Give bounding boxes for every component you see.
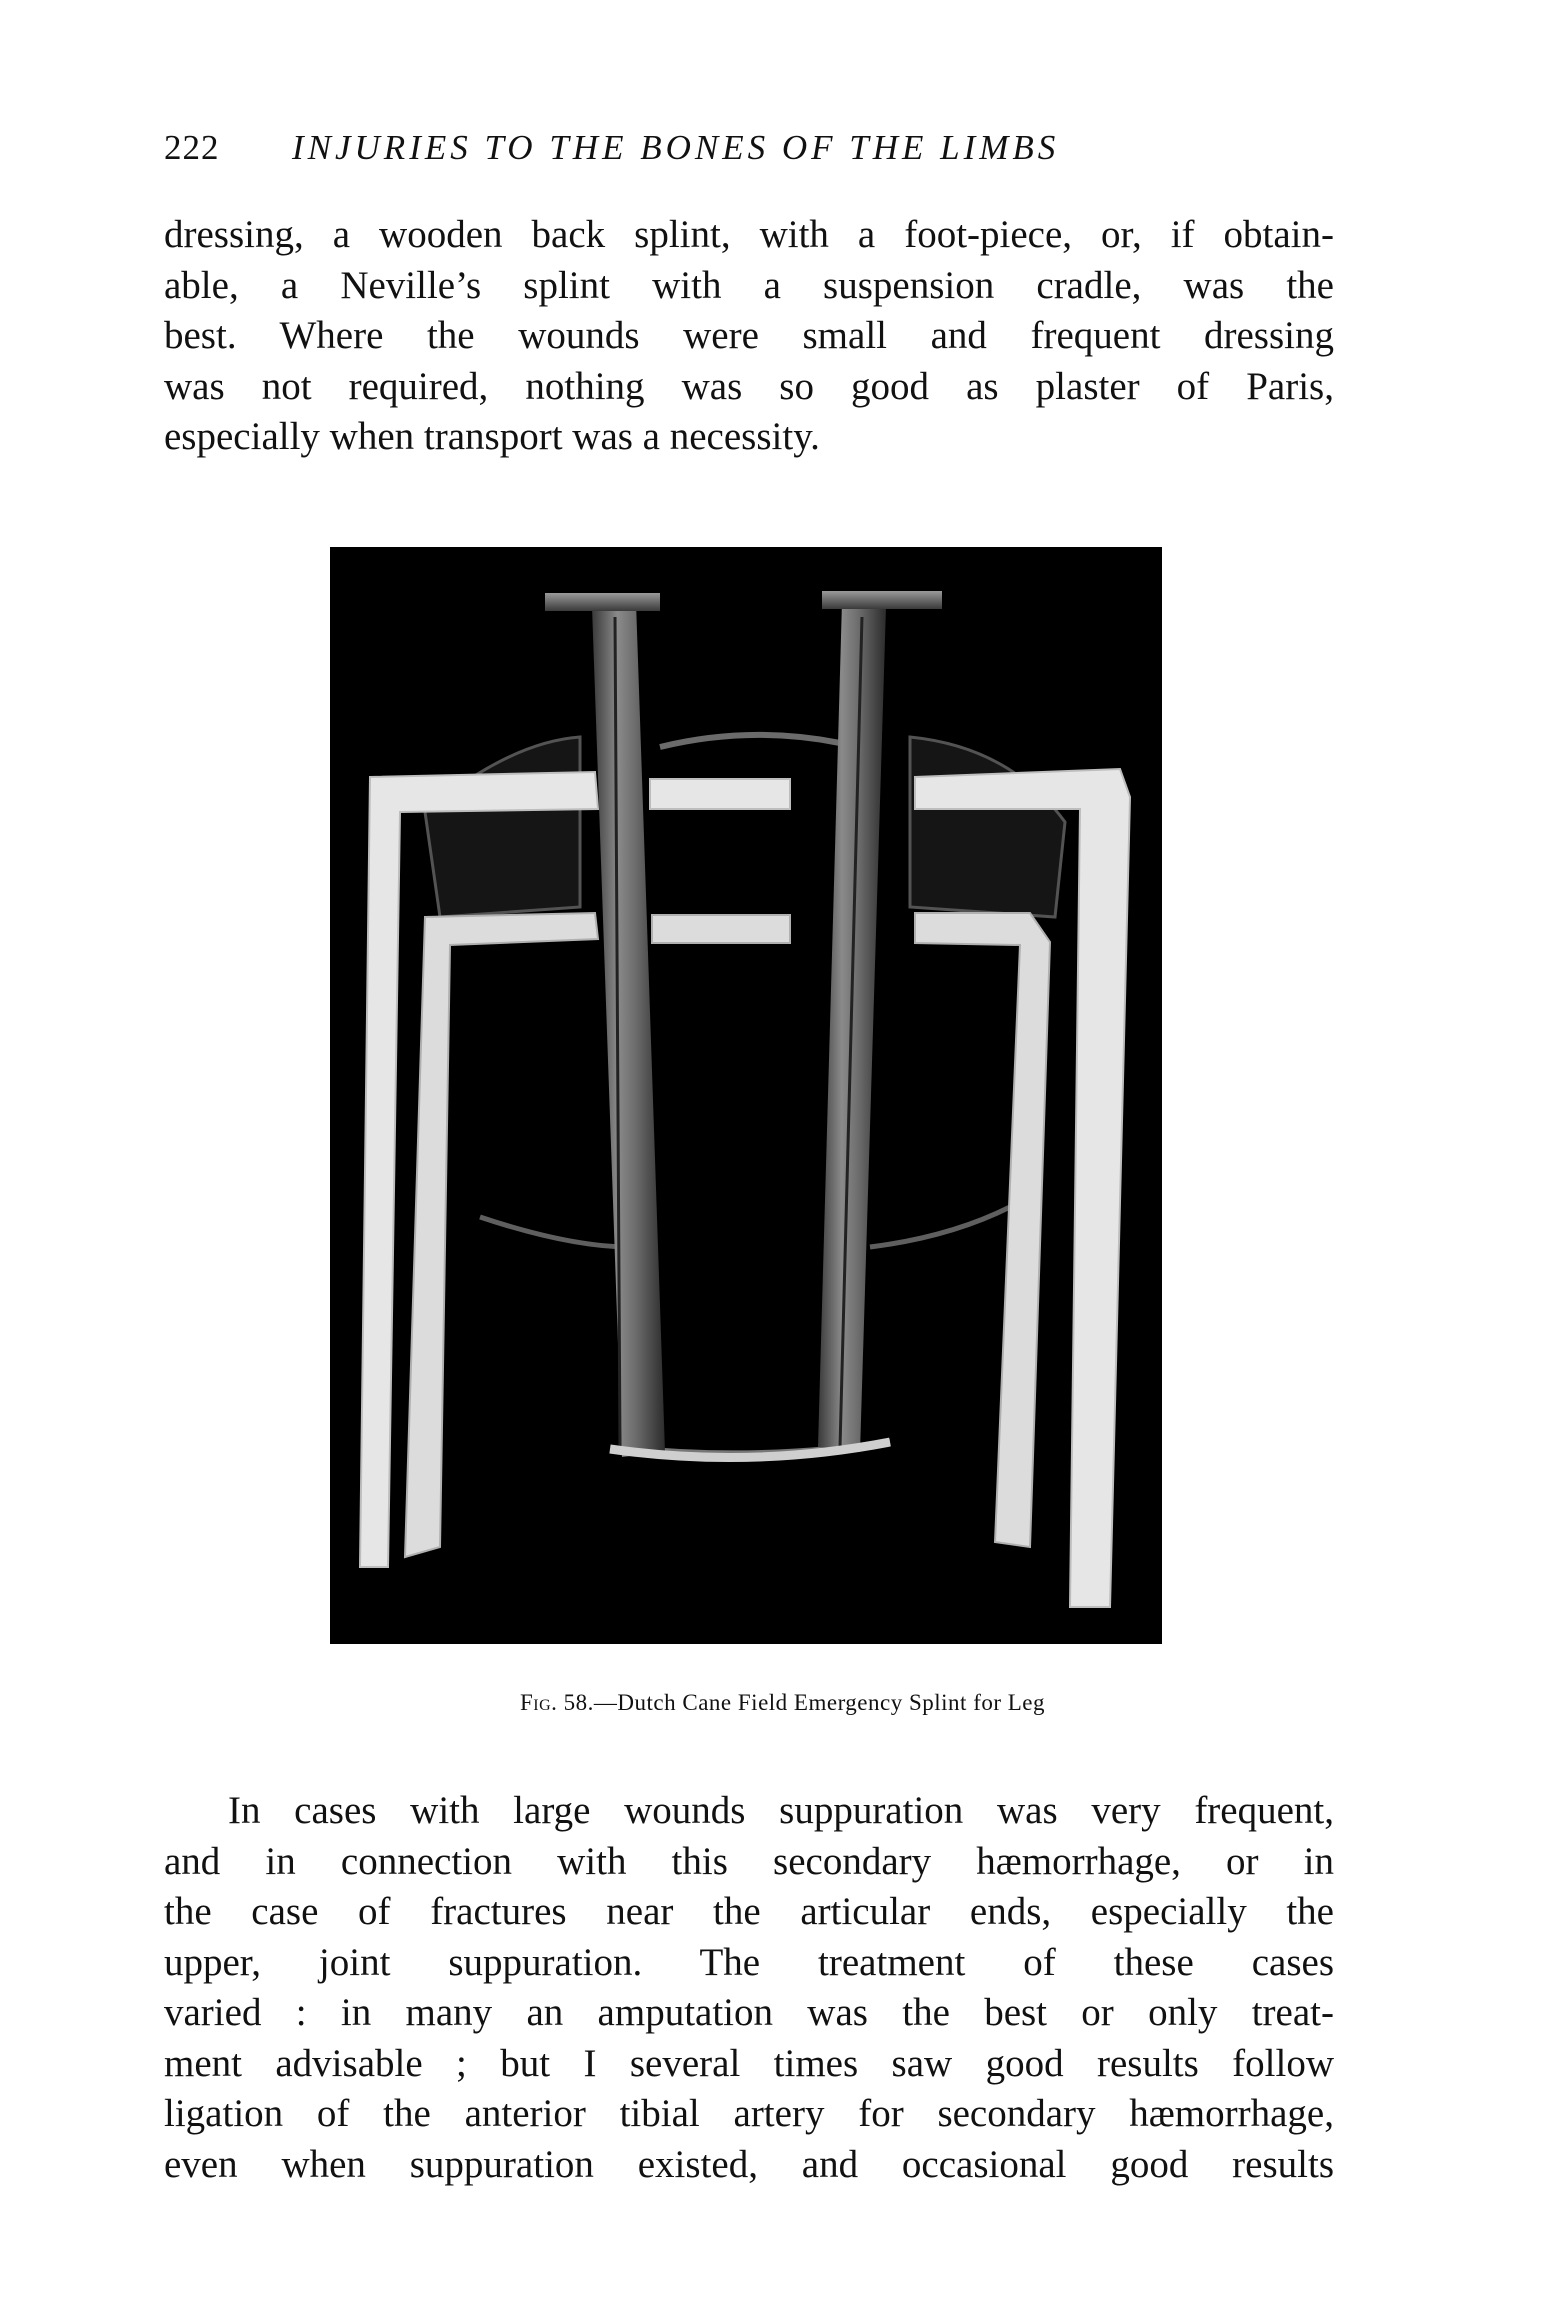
text-line: was not required, nothing was so good as plaster of Paris, xyxy=(164,364,1334,408)
figure-caption-text: —Dutch Cane Field Emergency Splint for Leg xyxy=(593,1690,1046,1715)
running-head xyxy=(164,128,1334,168)
paragraph-2 xyxy=(164,1786,1334,2190)
text-line: even when suppuration existed, and occasional good results xyxy=(164,2142,1334,2186)
text-line: In cases with large wounds suppuration was very frequent, xyxy=(228,1789,1334,1832)
running-title: INJURIES TO THE BONES OF THE LIMBS xyxy=(292,128,1060,167)
figure-label: Fig. 58. xyxy=(519,1690,594,1715)
text-line: upper, joint suppuration. The treatment of these cases xyxy=(164,1940,1334,1984)
splint-photograph xyxy=(330,547,1162,1644)
text-line: the case of fractures near the articular ends, especially the xyxy=(164,1890,1334,1933)
text-line: especially when transport was a necessity. xyxy=(164,415,820,458)
text-line: dressing, a wooden back splint, with a foot-piece, or, if obtain- xyxy=(164,213,1334,256)
text-line: varied : in many an amputation was the best or only treat- xyxy=(164,1991,1334,2034)
text-line: best. Where the wounds were small and frequent dressing xyxy=(164,314,1334,357)
text-line: ment advisable ; but I several times saw good results follow xyxy=(164,2041,1334,2085)
left-rod-cap xyxy=(545,593,660,611)
figure-caption xyxy=(0,1690,1565,1716)
text-line: and in connection with this secondary hæmorrhage, or in xyxy=(164,1839,1334,1883)
paragraph-1 xyxy=(164,210,1334,463)
splint-illustration xyxy=(330,547,1162,1644)
page-number: 222 xyxy=(164,128,220,167)
text-line: able, a Neville’s splint with a suspension cradle, was the xyxy=(164,263,1334,307)
text-line: ligation of the anterior tibial artery for secondary hæmorrhage, xyxy=(164,2092,1334,2135)
right-rod-cap xyxy=(822,591,942,609)
